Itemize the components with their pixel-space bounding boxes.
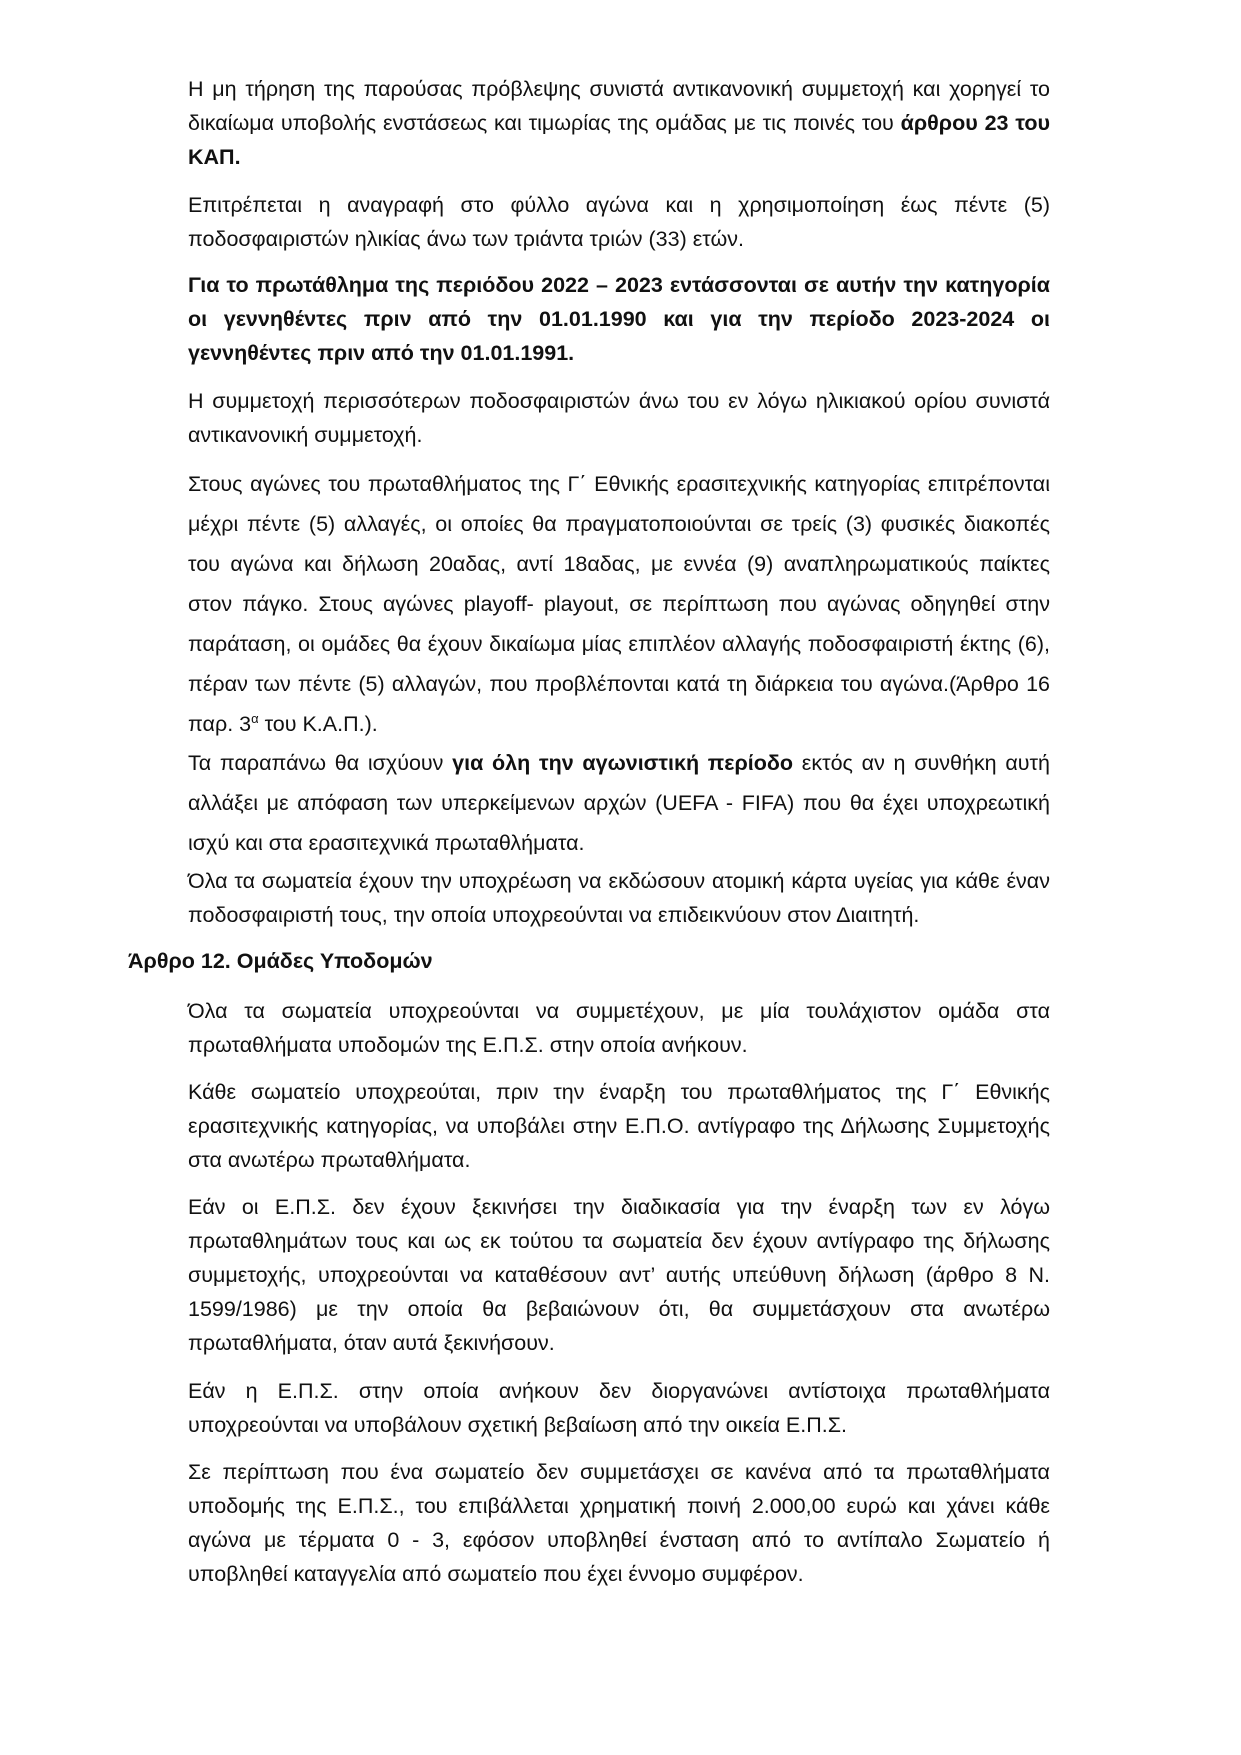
- paragraph-substitutions: Στους αγώνες του πρωταθλήματος της Γ΄ Εθνικής ερασιτεχνικής κατηγορίας επιτρέπονται μέχρι πέντε (5) αλλαγές, οι οποίες θα πραγματοποιούνται σε τρείς (3) φυσικές διακοπές του αγώνα και δήλωση 20αδας, αντί 18αδας, με εννέα (9) αναπληρωματικούς παίκτες στον πάγκο. Στους αγώνες playoff- playout, σε περίπτωση που αγώνας οδηγηθεί στην παράταση, οι ομάδες θα έχουν δικαίωμα μίας επιπλέον αλλαγής ποδοσφαιριστή έκτης (6), πέραν των πέντε (5) αλλαγών, που προβλέπονται κατά τη διάρκεια του αγώνα.(Άρθρο 16 παρ. $3^\alpha$ του Κ.Α.Π.).: [188, 472, 1050, 736]
- paragraph-season-birthdates: Για το πρωτάθλημα της περιόδου 2022 – 2023 εντάσσονται σε αυτήν την κατηγορία οι γεννηθέντες πριν από την 01.01.1990 και για την περίοδο 2023-2024 οι γεννηθέντες πριν από την 01.01.1991.: [188, 273, 1050, 365]
- paragraph-participation-declaration: Κάθε σωματείο υποχρεούται, πριν την έναρξη του πρωταθλήματος της Γ΄ Εθνικής ερασιτεχνικής κατηγορίας, να υποβάλει στην Ε.Π.Ο. αντίγραφο της Δήλωσης Συμμετοχής στα ανωτέρω πρωταθλήματα.: [188, 1080, 1050, 1172]
- paragraph-penalty: Σε περίπτωση που ένα σωματείο δεν συμμετάσχει σε κανένα από τα πρωταθλήματα υποδομής της Ε.Π.Σ., του επιβάλλεται χρηματική ποινή 2.000,00 ευρώ και χάνει κάθε αγώνα με τέρματα 0 - 3, εφόσον υποβληθεί ένσταση από το αντίπαλο Σωματείο ή υποβληθεί καταγγελία από σωματείο που έχει έννομο συμφέρον.: [188, 1460, 1050, 1586]
- paragraph-solemn-declaration: Εάν οι Ε.Π.Σ. δεν έχουν ξεκινήσει την διαδικασία για την έναρξη των εν λόγω πρωταθλημάτων τους και ως εκ τούτου τα σωματεία δεν έχουν αντίγραφο της δήλωσης συμμετοχής, υποχρεούνται να καταθέσουν αντ’ αυτής υπεύθυνη δήλωση (άρθρο 8 Ν. 1599/1986) με την οποία θα βεβαιώνουν ότι, θα συμμετάσχουν στα ανωτέρω πρωταθλήματα, όταν αυτά ξεκινήσουν.: [188, 1195, 1050, 1355]
- paragraph-age-limit-violation: Η συμμετοχή περισσότερων ποδοσφαιριστών άνω του εν λόγω ηλικιακού ορίου συνιστά αντικανονική συμμετοχή.: [188, 389, 1050, 447]
- paragraph-health-card: Όλα τα σωματεία έχουν την υποχρέωση να εκδώσουν ατομική κάρτα υγείας για κάθε έναν ποδοσφαιριστή τους, την οποία υποχρεούνται να επιδεικνύουν στον Διαιτητή.: [188, 869, 1050, 927]
- paragraph-eps-certificate: Εάν η Ε.Π.Σ. στην οποία ανήκουν δεν διοργανώνει αντίστοιχα πρωταθλήματα υποχρεούνται να υποβάλουν σχετική βεβαίωση από την οικεία Ε.Π.Σ.: [188, 1379, 1050, 1437]
- article-12-heading: Άρθρο 12. Ομάδες Υποδομών: [128, 949, 433, 973]
- paragraph-irregular-participation: Η μη τήρηση της παρούσας πρόβλεψης συνιστά αντικανονική συμμετοχή και χορηγεί το δικαίωμα υποβολής ενστάσεως και τιμωρίας της ομάδας με τις ποινές του άρθρου 23 του ΚΑΠ.: [188, 77, 1050, 169]
- paragraph-over-33-players: Επιτρέπεται η αναγραφή στο φύλλο αγώνα και η χρησιμοποίηση έως πέντε (5) ποδοσφαιριστών ηλικίας άνω των τριάντα τριών (33) ετών.: [188, 193, 1050, 251]
- paragraph-youth-team-obligation: Όλα τα σωματεία υποχρεούνται να συμμετέχουν, με μία τουλάχιστον ομάδα στα πρωταθλήματα υποδομών της Ε.Π.Σ. στην οποία ανήκουν.: [188, 999, 1050, 1057]
- paragraph-whole-season-validity: Τα παραπάνω θα ισχύουν για όλη την αγωνιστική περίοδο εκτός αν η συνθήκη αυτή αλλάξει με απόφαση των υπερκείμενων αρχών (UEFA - FIFA) που θα έχει υποχρεωτική ισχύ και στα ερασιτεχνικά πρωταθλήματα.: [188, 751, 1051, 855]
- article-23-reference: άρθρου 23 του ΚΑΠ.: [188, 111, 1050, 169]
